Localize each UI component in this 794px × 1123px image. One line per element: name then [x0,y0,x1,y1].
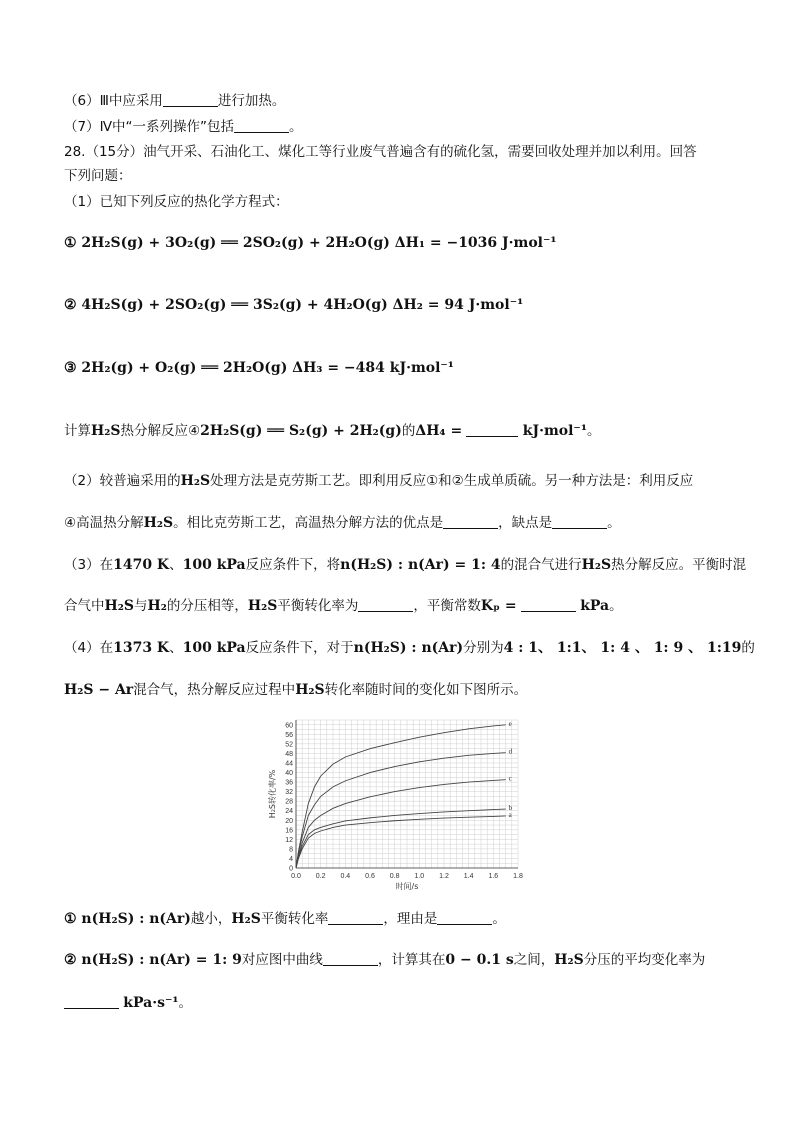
text: 。相比克劳斯工艺，高温热分解方法的优点是 [173,515,444,531]
formula: H₂S [247,598,278,614]
y-tick-label: 28 [285,798,293,806]
formula: n(H₂S) : n(Ar) [353,640,464,656]
formula: ΔH₄ = [415,423,463,439]
text: 转化率随时间的变化如下图所示。 [324,682,528,698]
text: （3）在 [64,557,114,573]
x-tick-label: 1.6 [488,873,499,880]
y-tick-label: 44 [285,760,293,768]
formula: H₂ [147,598,167,614]
series-label-e: e [508,719,512,728]
series-label-a: a [508,810,512,819]
subquestion-2-line2 [64,514,621,532]
text: 的 [401,423,416,439]
subquestion-2-line1 [64,472,693,490]
q7-text-end: 。 [289,119,303,135]
unit: kPa [580,598,610,614]
text: 的分压相等， [166,598,248,614]
y-axis-label: H₂S转化率/% [268,769,277,819]
formula: n(H₂S) : n(Ar) = 1: 4 [340,557,501,573]
formula: H₂S [581,557,612,573]
unit: kJ·mol⁻¹ [522,423,587,439]
formula: 100 kPa [182,557,246,573]
text: 与 [133,598,148,614]
answer-blank[interactable] [521,597,576,612]
answer-blank[interactable] [323,951,378,966]
series-label-b: b [508,804,513,813]
series-label-c: c [508,774,512,783]
formula: ② n(H₂S) : n(Ar) = 1: 9 [64,952,242,968]
answer-blank[interactable] [443,514,498,529]
text: 反应条件下，将 [245,557,341,573]
text: 的 [741,640,755,656]
x-tick-label: 0.0 [291,873,301,880]
formula: 1373 K [113,640,170,656]
q6-text: （6）Ⅲ中应采用 [64,93,163,109]
calc-delta-h4 [64,422,600,440]
answer-blank[interactable] [163,92,218,107]
formula: H₂S [104,598,134,614]
answer-blank[interactable] [64,994,119,1009]
q7-text: （7）Ⅳ中“一系列操作”包括 [64,119,235,135]
y-tick-label: 36 [285,779,293,787]
formula: H₂S − Ar [64,682,134,698]
q6-text-end: 进行加热。 [217,93,286,109]
conversion-rate-chart [266,712,536,892]
formula: Kₚ = [480,598,517,614]
answer-blank[interactable] [552,514,607,529]
y-tick-label: 4 [289,855,293,863]
unit: kPa·s⁻¹ [123,995,179,1011]
text: ，平衡常数 [413,598,481,614]
text: 。 [607,515,621,531]
formula: H₂S [91,423,121,439]
x-tick-label: 0.2 [315,873,326,880]
subquestion-4-2 [64,951,705,969]
formula: 4 : 1、 1:1、 1: 4 、 1: 9 、 1:19 [503,640,742,656]
subquestion-3-line1 [64,556,746,574]
text: ，计算其在 [377,952,446,968]
subquestion-3-line2 [64,597,623,615]
y-tick-label: 56 [285,731,293,739]
y-tick-label: 32 [285,789,293,797]
answer-blank[interactable] [358,597,413,612]
answer-blank[interactable] [466,422,518,437]
text: 热分解反应④ [120,423,201,439]
text: 越小， [190,911,232,927]
formula: 1470 K [113,557,170,573]
formula: 100 kPa [182,640,246,656]
text: （4）在 [64,640,114,656]
answer-blank[interactable] [437,910,492,925]
text: 分别为 [463,640,504,656]
subquestion-4-line1 [64,639,755,657]
formula: H₂S [295,682,325,698]
answer-blank[interactable] [328,910,383,925]
subquestion-4-line2 [64,681,527,699]
text: 平衡转化率 [260,911,329,927]
subquestion-1-intro: （1）已知下列反应的热化学方程式： [64,194,289,210]
question-28-intro: 28.（15分）油气开采、石油化工、煤化工等行业废气普遍含有的硫化氢，需要回收处理并加以利用。回答 [64,144,697,160]
x-tick-label: 0.4 [340,873,351,880]
text: ，缺点是 [498,515,553,531]
subquestion-4-1 [64,910,506,928]
formula: H₂S [180,473,211,489]
text: 处理方法是克劳斯工艺。即利用反应①和②生成单质硫。另一种方法是：利用反应 [210,473,694,489]
text: 、 [169,557,183,573]
text: 之间， [513,952,555,968]
text: 平衡转化率为 [277,598,359,614]
text: ④高温热分解 [64,515,144,531]
series-label-d: d [508,747,513,756]
text: 混合气，热分解反应过程中 [133,682,296,698]
text: ，理由是 [383,911,438,927]
text: 、 [169,640,183,656]
equation-4: 2H₂S(g) ══ S₂(g) + 2H₂(g) [200,423,402,439]
subquestion-4-2-cont [64,994,192,1012]
x-tick-label: 1.8 [513,873,523,880]
text: 合气中 [64,598,105,614]
y-tick-label: 0 [289,865,293,873]
equation-3: ③ 2H₂(g) + O₂(g) ══ 2H₂O(g) ΔH₃ = −484 kJ·mol⁻¹ [64,360,454,376]
text: （2）较普遍采用的 [64,473,181,489]
formula: 0 − 0.1 s [445,952,514,968]
formula: ① n(H₂S) : n(Ar) [64,911,191,927]
text: 的混合气进行 [500,557,582,573]
text: 计算 [64,423,91,439]
text: 热分解反应。平衡时混 [611,557,747,573]
formula: H₂S [231,911,261,927]
answer-blank[interactable] [234,118,289,133]
y-tick-label: 24 [285,808,293,816]
text: 分压的平均变化率为 [583,952,706,968]
text: 对应图中曲线 [241,952,323,968]
text: 。 [586,423,601,439]
x-tick-label: 1.4 [463,873,474,880]
y-tick-label: 16 [285,827,293,835]
y-tick-label: 60 [285,722,293,730]
x-axis-label: 时间/s [395,882,419,891]
y-tick-label: 40 [285,770,293,778]
question-7 [64,118,303,136]
text: 反应条件下，对于 [245,640,354,656]
equation-2: ② 4H₂S(g) + 2SO₂(g) ══ 3S₂(g) + 4H₂O(g) ΔH₂ = 94 J·mol⁻¹ [64,297,524,313]
formula: H₂S [143,515,174,531]
text: 。 [178,995,192,1011]
x-tick-label: 0.6 [365,873,375,880]
x-tick-label: 0.8 [389,873,400,880]
text: 。 [609,598,623,614]
y-tick-label: 52 [285,741,293,749]
text: 。 [492,911,506,927]
y-tick-label: 8 [289,846,293,854]
question-6 [64,92,285,110]
x-tick-label: 1.0 [414,873,425,880]
y-tick-label: 48 [285,750,293,758]
x-tick-label: 1.2 [439,873,449,880]
equation-1: ① 2H₂S(g) + 3O₂(g) ══ 2SO₂(g) + 2H₂O(g) ΔH₁ = −1036 J·mol⁻¹ [64,235,557,251]
y-tick-label: 20 [285,817,293,825]
y-tick-label: 12 [285,836,293,844]
question-28-intro-cont: 下列问题： [64,168,132,184]
formula: H₂S [554,952,584,968]
